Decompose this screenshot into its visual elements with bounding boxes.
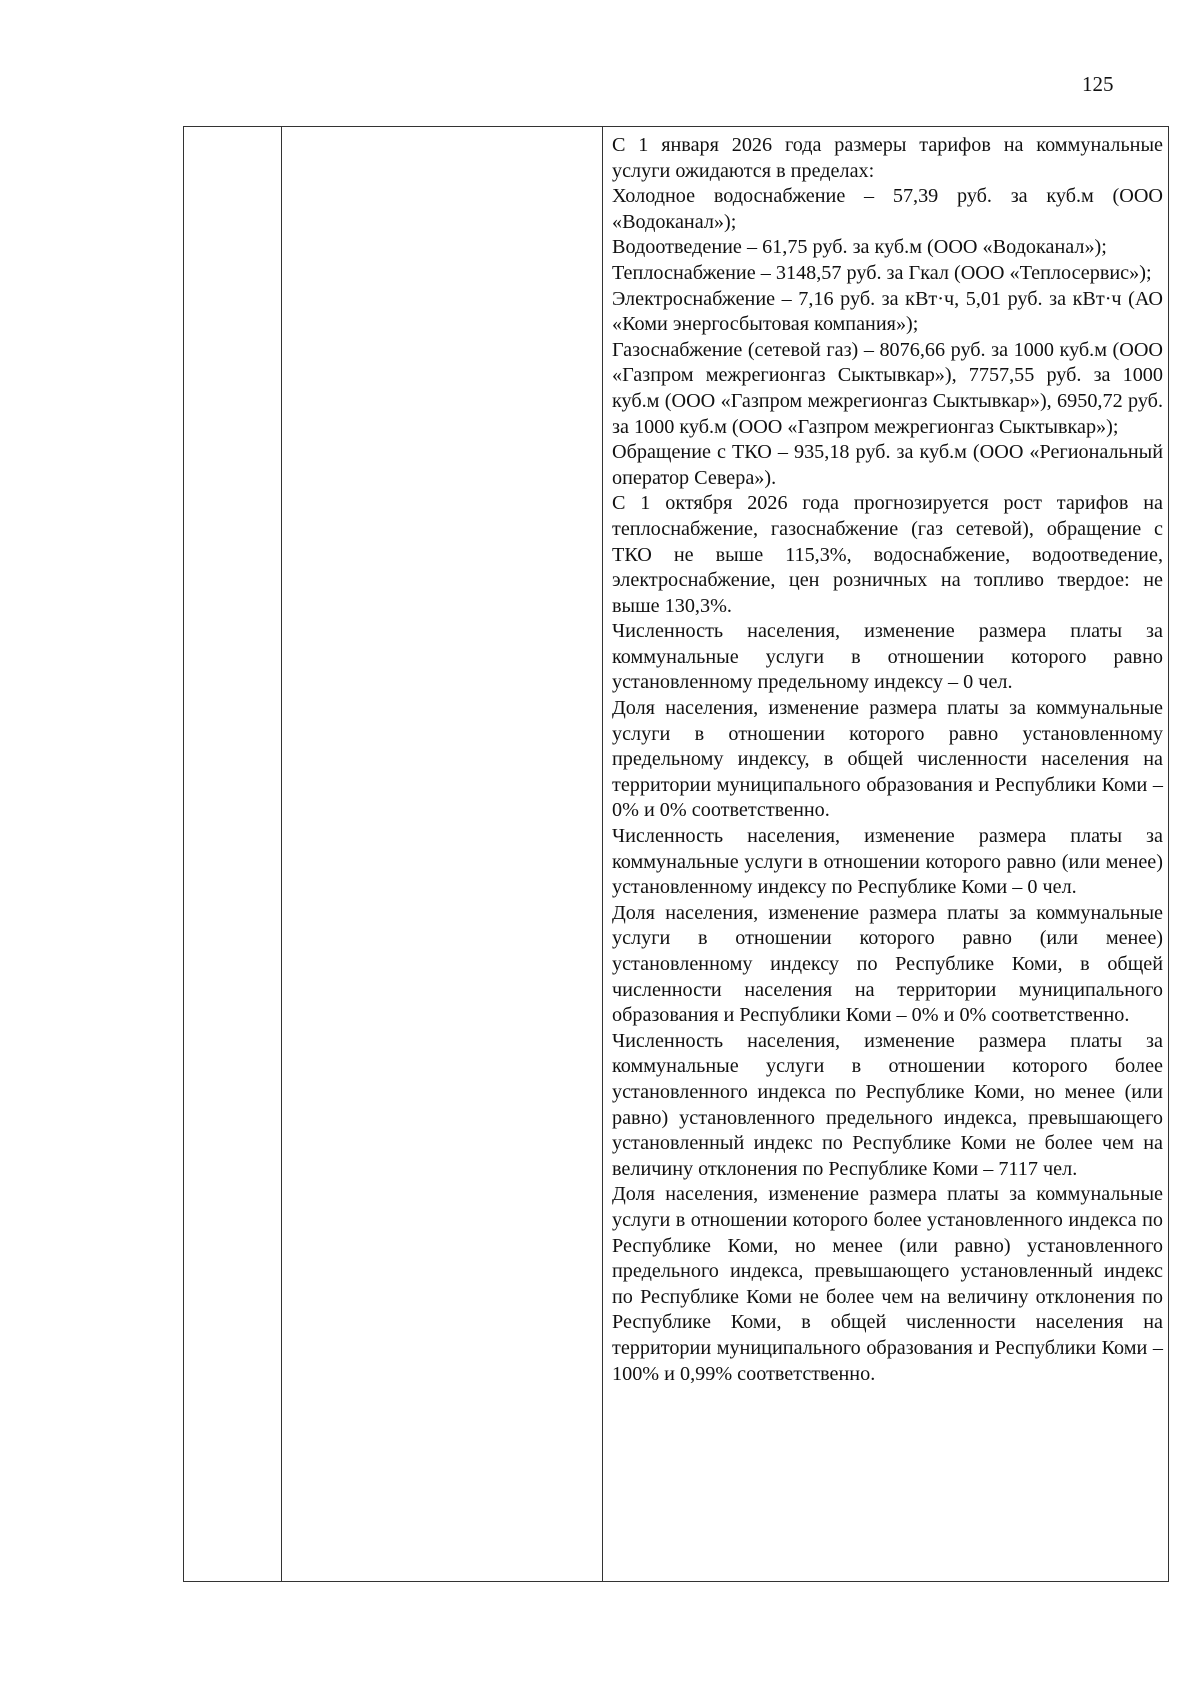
cold-water-paragraph: Холодное водоснабжение – 57,39 руб. за куб.м (ООО «Водоканал»); — [612, 185, 1163, 233]
share-komi-index-paragraph: Доля населения, изменение размера платы за коммунальные услуги в отношении которого равно (или менее) установленному индексу по Республике Коми, в общей численности населения на территории муниципального образования и Республики Коми – 0% и 0% соответственно. — [612, 901, 1163, 1027]
heating-paragraph: Теплоснабжение – 3148,57 руб. за Гкал (ООО «Теплосервис»); — [612, 261, 1152, 284]
population-above-index-paragraph: Численность населения, изменение размера платы за коммунальные услуги в отношении которого более установленного индекса по Республике Коми, но менее (или равно) установленного предельного индекса, превышающего установленный индекс по Республике Коми не более чем на величину отклонения по Республике Коми – 7117 чел. — [612, 1029, 1163, 1180]
table-cell-col-3 — [603, 127, 1169, 1582]
share-above-index-paragraph: Доля населения, изменение размера платы за коммунальные услуги в отношении которого более установленного индекса по Республике Коми, но менее (или равно) установленного предельного индекса, превышающего установленный индекс по Республике Коми не более чем на величину отклонения по Республике Коми, в общей численности населения на территории муниципального образования и Республики Коми – 100% и 0,99% соответственно. — [612, 1183, 1163, 1385]
wastewater-paragraph: Водоотведение – 61,75 руб. за куб.м (ООО «Водоканал»); — [612, 236, 1107, 259]
electricity-paragraph: Электроснабжение – 7,16 руб. за кВт·ч, 5,01 руб. за кВт·ч (АО «Коми энергосбытовая компания»); — [612, 287, 1163, 336]
population-komi-index-paragraph: Численность населения, изменение размера платы за коммунальные услуги в отношении которого равно (или менее) установленному индексу по Республике Коми – 0 чел. — [612, 825, 1163, 899]
page-number: 125 — [1082, 72, 1114, 96]
october-growth-paragraph: С 1 октября 2026 года прогнозируется рост тарифов на теплоснабжение, газоснабжение (газ сетевой), обращение с ТКО не выше 115,3%, водоснабжение, водоотведение, электроснабжение, цен розничных на топливо твердое: не выше 130,3%. — [612, 492, 1163, 617]
cell-text-block — [603, 127, 1168, 1387]
share-limit-index-paragraph: Доля населения, изменение размера платы за коммунальные услуги в отношении которого равно установленному предельному индексу, в общей численности населения на территории муниципального образования и Республики Коми – 0% и 0% соответственно. — [612, 697, 1163, 822]
gas-supply-paragraph: Газоснабжение (сетевой газ) – 8076,66 руб. за 1000 куб.м (ООО «Газпром межрегионгаз Сыктывкар»), 7757,55 руб. за 1000 куб.м (ООО «Газпром межрегионгаз Сыктывкар»), 6950,72 руб. за 1000 куб.м (ООО «Газпром межрегионгаз Сыктывкар»); — [612, 338, 1163, 438]
population-limit-index-paragraph: Численность населения, изменение размера платы за коммунальные услуги в отношении которого равно установленному предельному индексу – 0 чел. — [612, 620, 1163, 694]
tariff-intro-paragraph: С 1 января 2026 года размеры тарифов на коммунальные услуги ожидаются в пределах: — [612, 134, 1163, 182]
waste-management-paragraph: Обращение с ТКО – 935,18 руб. за куб.м (ООО «Региональный оператор Севера»). — [612, 441, 1163, 489]
table-cell-col-1 — [184, 127, 282, 1582]
table-cell-col-2 — [282, 127, 603, 1582]
document-table — [183, 126, 1169, 1582]
table-row — [184, 127, 1169, 1582]
